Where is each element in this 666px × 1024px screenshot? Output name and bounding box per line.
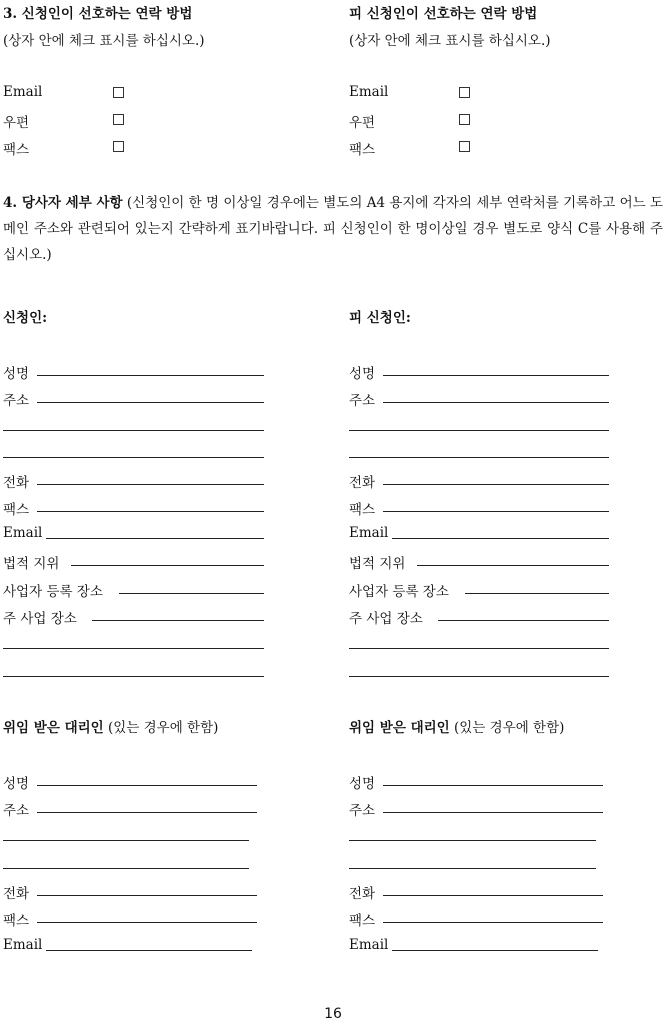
- applicant-address-line-3[interactable]: [3, 457, 264, 458]
- applicant-option-email-label: Email: [3, 84, 43, 100]
- section3-right-title: 피 신청인이 선호하는 연락 방법: [349, 6, 538, 22]
- applicant-email-field[interactable]: [46, 538, 264, 539]
- agent-left-name-field[interactable]: [37, 785, 257, 786]
- applicant-address-field[interactable]: [37, 402, 264, 403]
- agent-right-name-label: 성명: [349, 776, 376, 792]
- respondent-extra-line-2[interactable]: [349, 676, 609, 677]
- applicant-option-post-label: 우편: [3, 115, 30, 131]
- applicant-phone-label: 전화: [3, 475, 30, 491]
- respondent-heading: 피 신청인:: [349, 310, 411, 326]
- section3-left-subtitle: (상자 안에 체크 표시를 하십시오.): [3, 33, 205, 49]
- agent-right-address-label: 주소: [349, 803, 376, 819]
- applicant-name-field[interactable]: [37, 375, 264, 376]
- agent-left-name-label: 성명: [3, 776, 30, 792]
- agent-left-heading-rest: (있는 경우에 한함): [107, 720, 219, 736]
- respondent-address-field[interactable]: [383, 402, 609, 403]
- agent-right-phone-field[interactable]: [383, 895, 603, 896]
- agent-right-name-field[interactable]: [383, 785, 603, 786]
- respondent-phone-field[interactable]: [383, 484, 609, 485]
- respondent-business-place-label: 주 사업 장소: [349, 611, 423, 627]
- applicant-extra-line-1[interactable]: [3, 648, 264, 649]
- agent-left-address-label: 주소: [3, 803, 30, 819]
- agent-right-heading-bold: 위임 받은 대리인: [349, 720, 450, 736]
- page-number: 16: [324, 1006, 342, 1022]
- agent-left-fax-field[interactable]: [37, 922, 257, 923]
- applicant-email-checkbox[interactable]: [113, 87, 124, 98]
- section3-left-title: 3. 신청인이 선호하는 연락 방법: [3, 6, 193, 22]
- agent-right-heading-rest: (있는 경우에 한함): [453, 720, 565, 736]
- applicant-fax-label: 팩스: [3, 502, 30, 518]
- respondent-email-field[interactable]: [392, 538, 609, 539]
- applicant-registration-label: 사업자 등록 장소: [3, 584, 103, 600]
- applicant-address-line-2[interactable]: [3, 430, 264, 431]
- respondent-name-label: 성명: [349, 366, 376, 382]
- applicant-name-label: 성명: [3, 366, 30, 382]
- applicant-heading: 신청인:: [3, 310, 48, 326]
- applicant-legal-status-field[interactable]: [71, 565, 264, 566]
- applicant-post-checkbox[interactable]: [113, 114, 124, 125]
- applicant-phone-field[interactable]: [37, 484, 264, 485]
- respondent-email-checkbox[interactable]: [459, 87, 470, 98]
- applicant-option-fax-label: 팩스: [3, 142, 30, 158]
- agent-left-address-line-3[interactable]: [3, 868, 249, 869]
- applicant-fax-checkbox[interactable]: [113, 141, 124, 152]
- respondent-address-line-2[interactable]: [349, 430, 609, 431]
- respondent-name-field[interactable]: [383, 375, 609, 376]
- applicant-business-place-field[interactable]: [92, 620, 264, 621]
- section3-right-subtitle: (상자 안에 체크 표시를 하십시오.): [349, 33, 551, 49]
- agent-left-phone-field[interactable]: [37, 895, 257, 896]
- agent-left-address-field[interactable]: [37, 812, 257, 813]
- respondent-legal-status-label: 법적 지위: [349, 556, 406, 572]
- applicant-registration-field[interactable]: [119, 593, 264, 594]
- applicant-fax-field[interactable]: [37, 511, 264, 512]
- agent-left-email-field[interactable]: [46, 950, 252, 951]
- respondent-address-label: 주소: [349, 393, 376, 409]
- section4-body: (신청인이 한 명 이상일 경우에는 별도의 A4 용지에 각자의 세부 연락처를 기록하고 어느 도메인 주소와 관련되어 있는지 간략하게 표기바랍니다. 피 신청인이 한 명이상일 경우 별도로 양식 C를 사용해 주십시오.): [3, 195, 664, 263]
- section4-title: 4. 당사자 세부 사항: [3, 195, 123, 211]
- respondent-fax-field[interactable]: [383, 511, 609, 512]
- respondent-phone-label: 전화: [349, 475, 376, 491]
- agent-left-phone-label: 전화: [3, 886, 30, 902]
- respondent-email-label: Email: [349, 525, 389, 541]
- agent-right-heading: [349, 716, 564, 736]
- respondent-fax-label: 팩스: [349, 502, 376, 518]
- agent-right-email-label: Email: [349, 937, 389, 953]
- agent-right-fax-field[interactable]: [383, 922, 603, 923]
- agent-right-address-field[interactable]: [383, 812, 603, 813]
- agent-right-phone-label: 전화: [349, 886, 376, 902]
- respondent-business-place-field[interactable]: [438, 620, 609, 621]
- applicant-address-label: 주소: [3, 393, 30, 409]
- agent-left-address-line-2[interactable]: [3, 840, 249, 841]
- respondent-option-post-label: 우편: [349, 115, 376, 131]
- applicant-business-place-label: 주 사업 장소: [3, 611, 77, 627]
- respondent-post-checkbox[interactable]: [459, 114, 470, 125]
- agent-right-email-field[interactable]: [392, 950, 598, 951]
- respondent-fax-checkbox[interactable]: [459, 141, 470, 152]
- agent-left-heading-bold: 위임 받은 대리인: [3, 720, 104, 736]
- agent-left-email-label: Email: [3, 937, 43, 953]
- applicant-legal-status-label: 법적 지위: [3, 556, 60, 572]
- respondent-address-line-3[interactable]: [349, 457, 609, 458]
- respondent-registration-field[interactable]: [465, 593, 609, 594]
- agent-right-fax-label: 팩스: [349, 913, 376, 929]
- respondent-extra-line-1[interactable]: [349, 648, 609, 649]
- applicant-extra-line-2[interactable]: [3, 676, 264, 677]
- section4-paragraph: [3, 190, 663, 268]
- respondent-registration-label: 사업자 등록 장소: [349, 584, 449, 600]
- applicant-email-label: Email: [3, 525, 43, 541]
- agent-left-heading: [3, 716, 218, 736]
- agent-left-fax-label: 팩스: [3, 913, 30, 929]
- agent-right-address-line-3[interactable]: [349, 868, 596, 869]
- respondent-legal-status-field[interactable]: [417, 565, 609, 566]
- respondent-option-fax-label: 팩스: [349, 142, 376, 158]
- agent-right-address-line-2[interactable]: [349, 840, 596, 841]
- respondent-option-email-label: Email: [349, 84, 389, 100]
